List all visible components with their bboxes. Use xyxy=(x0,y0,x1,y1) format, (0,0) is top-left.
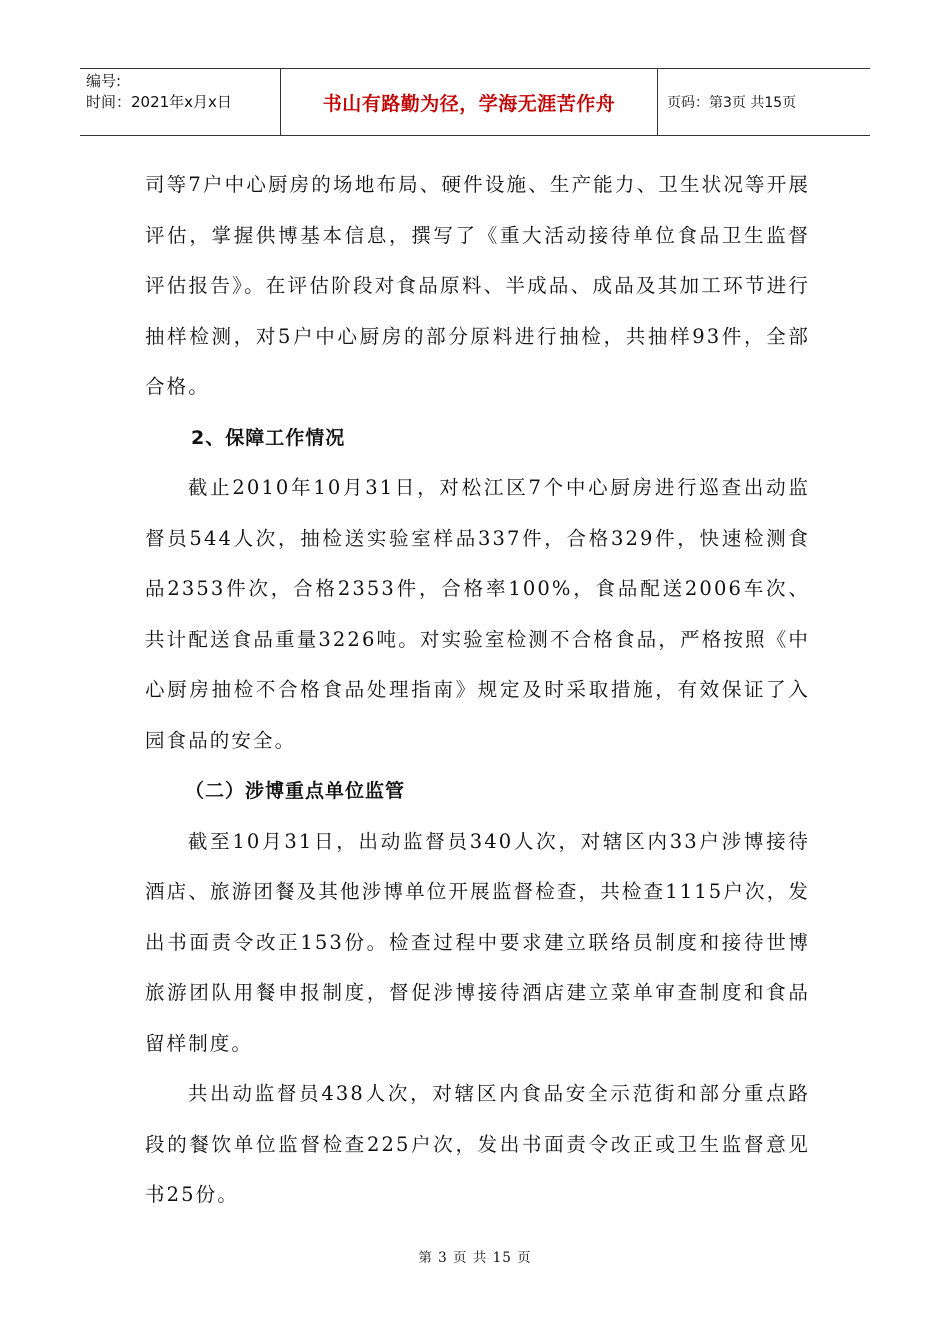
paragraph-expo-supervision: 截至10月31日，出动监督员340人次，对辖区内33户涉博接待酒店、旅游团餐及其他涉博单位开展监督检查，共检查1115户次，发出书面责令改正153份。检查过程中要求建立联络员制度和接待世博旅游团队用餐申报制度，督促涉博接待酒店建立菜单审查制度和食品留样制度。 xyxy=(145,829,810,1055)
paragraph-guarantee: 截止2010年10月31日，对松江区7个中心厨房进行巡查出动监督员544人次，抽检送实验室样品337件，合格329件，快速检测食品2353件次，合格2353件，合格率100%，食品配送2006车次、共计配送食品重量3226吨。对实验室检测不合格食品，严格按照《中心厨房抽检不合格食品处理指南》规定及时采取措施，有效保证了入园食品的安全。 xyxy=(145,476,810,752)
header-motto: 书山有路勤为径，学海无涯苦作舟 xyxy=(281,69,658,135)
paragraph-demonstration-street: 共出动监督员438人次，对辖区内食品安全示范街和部分重点路段的餐饮单位监督检查225户次，发出书面责令改正或卫生监督意见书25份。 xyxy=(145,1082,810,1206)
page-footer: 第 3 页 共 15 页 xyxy=(418,1250,532,1266)
page-header xyxy=(80,68,870,136)
paragraph-evaluation: 司等7户中心厨房的场地布局、硬件设施、生产能力、卫生状况等开展评估，掌握供博基本信息，撰写了《重大活动接待单位食品卫生监督评估报告》。在评估阶段对食品原料、半成品、成品及其加工环节进行抽样检测，对5户中心厨房的部分原料进行抽检，共抽样93件，全部合格。 xyxy=(145,173,810,398)
heading-expo-units: （二）涉博重点单位监管 xyxy=(185,780,406,802)
header-page-info: 页码：第3页 共15页 xyxy=(667,95,797,111)
document-body xyxy=(145,160,810,1221)
code-label: 编号: xyxy=(86,72,122,90)
heading-guarantee-work: 2、保障工作情况 xyxy=(191,426,346,449)
date-line: 时间：2021年x月x日 xyxy=(86,93,232,111)
header-meta xyxy=(80,69,281,135)
